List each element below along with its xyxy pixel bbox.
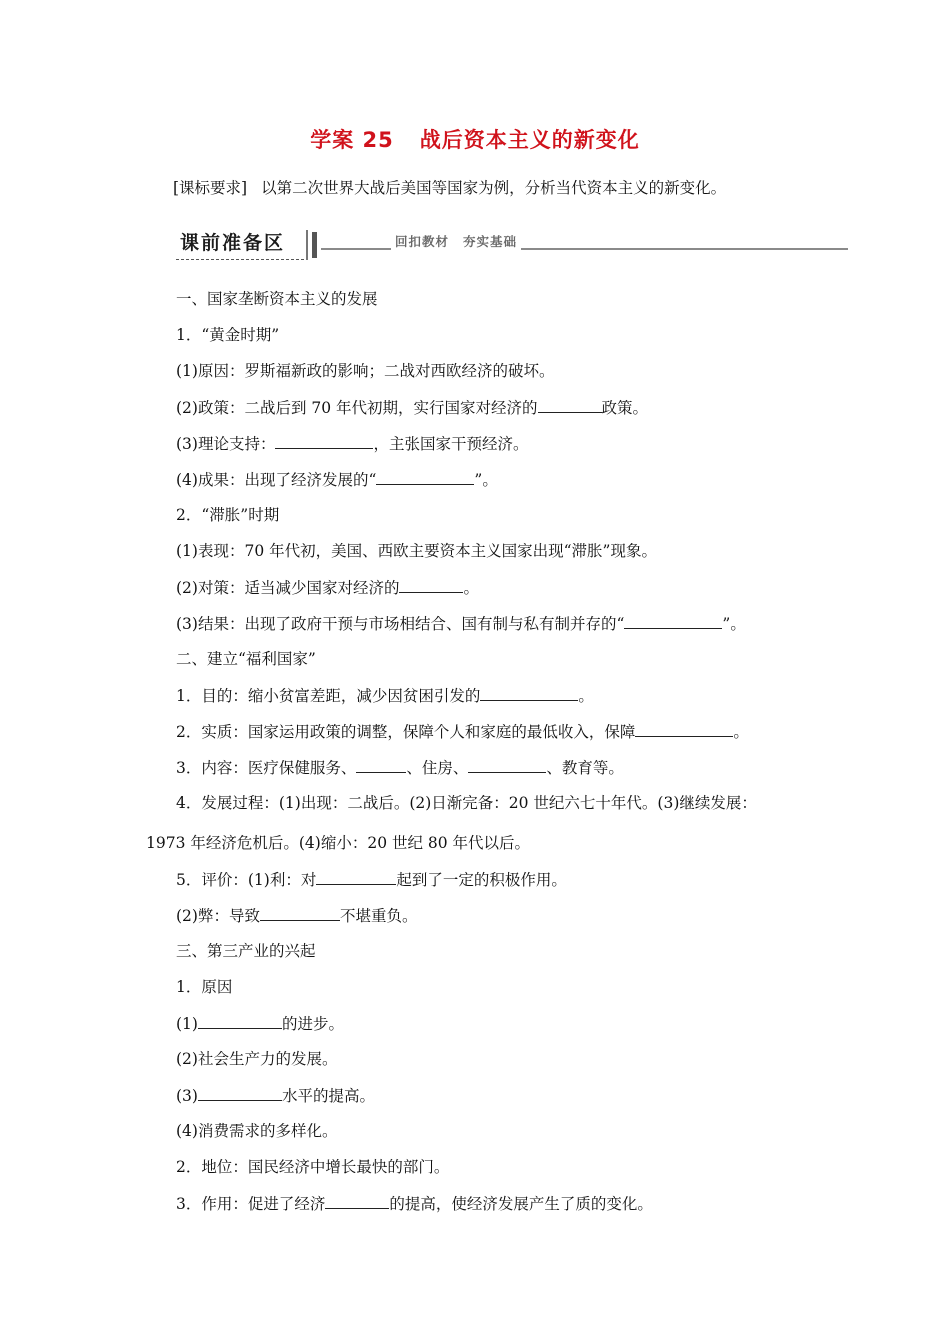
banner-divider [312, 232, 317, 258]
line-text: 1．原因 [176, 978, 233, 996]
line-text: 、教育等。 [546, 759, 624, 777]
content-line [176, 577, 479, 598]
line-text: (3)结果：出现了政府干预与市场相结合、国有制与私有制并存的“ [176, 615, 625, 633]
content-line [176, 469, 498, 490]
content-line [176, 905, 417, 926]
requirement-tag: [课标要求] [173, 179, 248, 197]
fill-blank[interactable] [468, 757, 546, 773]
banner-subtitle [391, 232, 521, 250]
content-line [176, 397, 648, 418]
content-line [176, 721, 749, 742]
fill-blank[interactable] [198, 1085, 282, 1101]
content-line [176, 1049, 337, 1069]
line-text: 、住房、 [406, 759, 469, 777]
fill-blank[interactable] [260, 905, 340, 921]
content-line [176, 1157, 449, 1177]
line-text: 水平的提高。 [281, 1087, 375, 1105]
content-line [176, 1085, 375, 1106]
sub-heading [176, 505, 279, 525]
line-text: 1．“黄金时期” [176, 326, 280, 344]
page-title [0, 124, 950, 154]
banner-divider-thin [306, 230, 308, 260]
line-text: (4)消费需求的多样化。 [176, 1122, 338, 1140]
banner-sub1: 回扣教材 [395, 234, 450, 249]
requirement-text: 以第二次世界大战后美国等国家为例，分析当代资本主义的新变化。 [261, 179, 727, 197]
fill-blank[interactable] [325, 1193, 389, 1209]
line-text: 二、建立“福利国家” [176, 650, 316, 668]
line-text: 的提高，使经济发展产生了质的变化。 [389, 1195, 653, 1213]
content-line [176, 433, 528, 454]
line-text: 2．地位：国民经济中增长最快的部门。 [176, 1158, 450, 1176]
line-text: 。 [578, 687, 594, 705]
line-text: (1) [176, 1015, 198, 1033]
banner-label: 课前准备区 [180, 232, 286, 254]
line-text: (3) [176, 1087, 198, 1105]
content-line [176, 685, 594, 706]
line-text: 。 [463, 579, 479, 597]
title-text: 战后资本主义的新变化 [419, 128, 640, 152]
fill-blank[interactable] [399, 577, 463, 593]
line-text: 的进步。 [281, 1015, 344, 1033]
content-line [176, 1193, 653, 1214]
fill-blank[interactable] [624, 613, 722, 629]
fill-blank[interactable] [376, 469, 474, 485]
line-text: 三、第三产业的兴起 [176, 942, 316, 960]
line-text: 2．“滞胀”时期 [176, 506, 280, 524]
line-text: 1．目的：缩小贫富差距，减少因贫困引发的 [176, 687, 481, 705]
line-text: 政策。 [601, 399, 649, 417]
title-number: 学案 25 [310, 128, 394, 152]
line-text: (3)理论支持： [176, 435, 276, 453]
content-line [176, 1013, 344, 1034]
banner-underline [176, 259, 304, 260]
line-text: ，主张国家干预经济。 [373, 435, 529, 453]
section-heading-2 [176, 649, 316, 669]
line-text: 一、国家垄断资本主义的发展 [176, 290, 378, 308]
content-line [176, 869, 567, 890]
content-line [176, 1121, 337, 1141]
line-text: 2．实质：国家运用政策的调整，保障个人和家庭的最低收入，保障 [176, 723, 636, 741]
curriculum-requirement [173, 176, 726, 198]
fill-blank[interactable] [198, 1013, 282, 1029]
line-text: 3．内容：医疗保健服务、 [176, 759, 357, 777]
section-heading-1 [176, 289, 378, 309]
line-text: 不堪重负。 [339, 907, 418, 925]
content-line [176, 541, 657, 561]
line-text: (4)成果：出现了经济发展的“ [176, 471, 377, 489]
line-text: ”。 [474, 471, 498, 489]
fill-blank[interactable] [316, 869, 396, 885]
content-line [176, 361, 554, 381]
line-text: 5．评价：(1)利：对 [176, 871, 317, 889]
content-line [146, 833, 530, 853]
fill-blank[interactable] [356, 757, 406, 773]
sub-heading [176, 325, 279, 345]
content-line [176, 793, 757, 813]
line-text: ”。 [722, 615, 746, 633]
line-text: 3．作用：促进了经济 [176, 1195, 326, 1213]
banner-sub2: 夯实基础 [463, 234, 518, 249]
fill-blank[interactable] [635, 721, 733, 737]
line-text: (2)政策：二战后到 70 年代初期，实行国家对经济的 [176, 399, 538, 417]
line-text: (1)表现：70 年代初，美国、西欧主要资本主义国家出现“滞胀”现象。 [176, 542, 657, 560]
section-banner [176, 228, 848, 262]
line-text: 。 [733, 723, 749, 741]
line-text: (2)弊：导致 [176, 907, 260, 925]
line-text: (2)社会生产力的发展。 [176, 1050, 338, 1068]
line-text: 4．发展过程：(1)出现：二战后。(2)日渐完备：20 世纪六七十年代。(3)继续发展： [176, 794, 757, 812]
line-text: (1)原因：罗斯福新政的影响；二战对西欧经济的破坏。 [176, 362, 555, 380]
fill-blank[interactable] [538, 397, 602, 413]
fill-blank[interactable] [275, 433, 373, 449]
content-line [176, 613, 746, 634]
fill-blank[interactable] [480, 685, 578, 701]
line-text: (2)对策：适当减少国家对经济的 [176, 579, 400, 597]
line-text: 1973 年经济危机后。(4)缩小：20 世纪 80 年代以后。 [146, 834, 531, 852]
sub-heading [176, 977, 232, 997]
section-heading-3 [176, 941, 316, 961]
line-text: 起到了一定的积极作用。 [396, 871, 567, 889]
content-line [176, 757, 624, 778]
